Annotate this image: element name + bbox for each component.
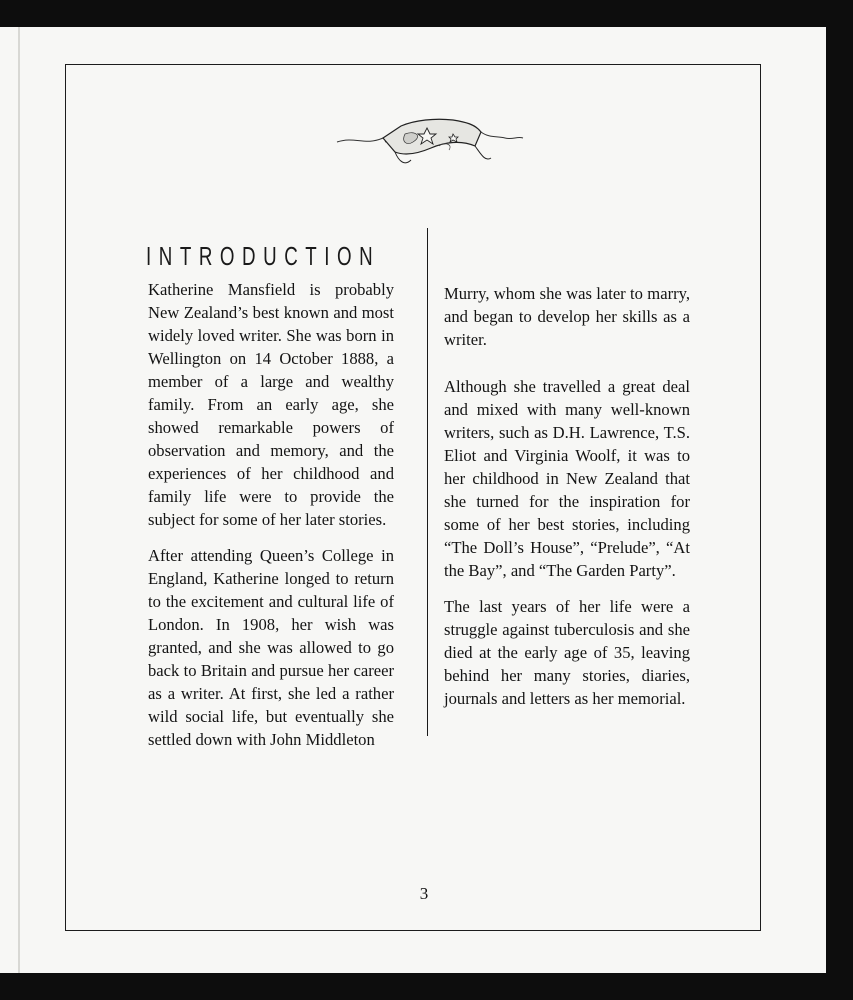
paragraph: The last years of her life were a struggle against tuberculosis and she died at the early age of 35, leaving behind her many stories, diaries, journals and letters as her memorial. xyxy=(444,597,690,708)
paragraph: Katherine Mansfield is probably New Zealand’s best known and most widely loved writer. She was born in Wellington on 14 October 1888, a member of a large and wealthy family. From an early age, she showed remarkable powers of observation and memory, and the experiences of her childhood and family life were to provide the subject for some of her later stories. xyxy=(148,280,394,529)
paragraph: Murry, whom she was later to marry, and began to develop her skills as a writer. xyxy=(444,284,690,349)
page-number: 3 xyxy=(419,884,429,903)
section-heading: INTRODUCTION xyxy=(146,241,381,271)
paragraph: Although she travelled a great deal and mixed with many well-known writers, such as D.H. Lawrence, T.S. Eliot and Virginia Woolf, it was to her childhood in New Zealand that she turned for the inspiration for some of her best stories, including “The Doll’s House”, “Prelude”, “At the Bay”, and “The Garden Party”. xyxy=(444,377,690,580)
right-column xyxy=(444,282,690,723)
page-gutter xyxy=(18,27,20,973)
paragraph: After attending Queen’s College in England, Katherine longed to return to the excitement and cultural life of London. In 1908, her wish was granted, and she was allowed to go back to Britain and pursue her career as a writer. At first, she led a rather wild social life, but eventually she settled down with John Middleton xyxy=(148,546,394,749)
left-column xyxy=(148,278,394,764)
column-divider xyxy=(427,228,428,736)
ribbon-banner-icon xyxy=(335,112,525,172)
